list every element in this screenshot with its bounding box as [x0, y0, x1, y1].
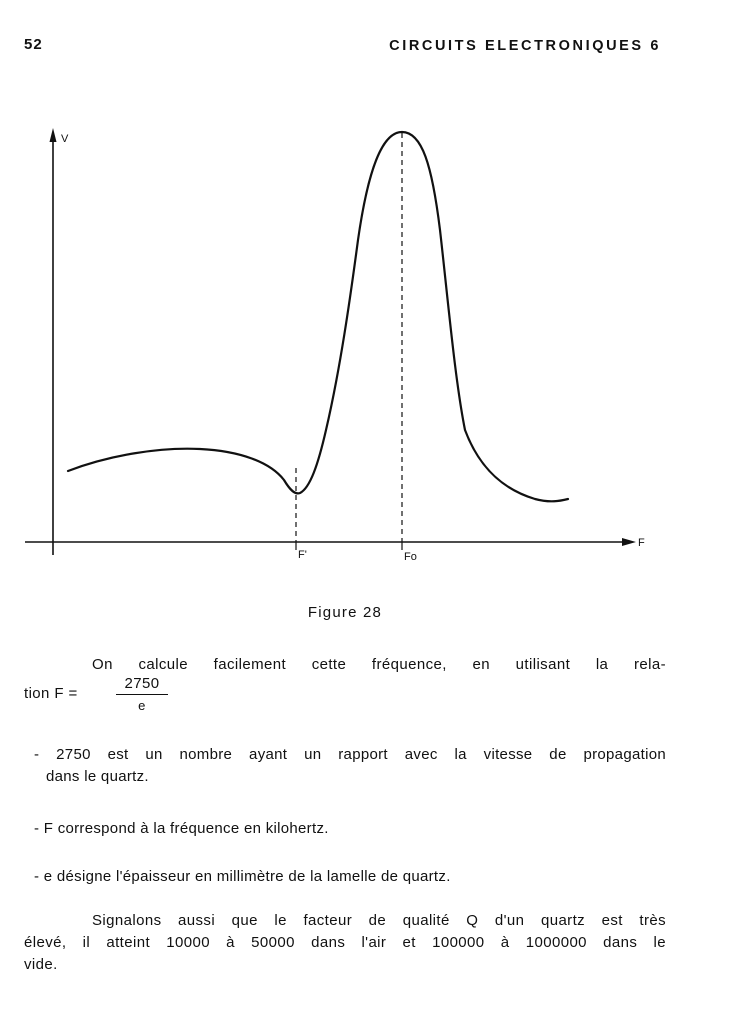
y-axis-label: V: [61, 133, 69, 145]
bullet-1-line-1: - 2750 est un nombre ayant un rapport avec la vitesse de propagation: [34, 746, 666, 763]
bullet-1-line-2: dans le quartz.: [46, 768, 149, 785]
running-title: CIRCUITS ELECTRONIQUES 6: [389, 38, 661, 54]
figure-caption: Figure 28: [307, 604, 383, 621]
formula-line: [24, 675, 324, 715]
formula-denominator: e: [138, 698, 146, 713]
marker-label-f-prime: F': [298, 549, 307, 561]
formula-fraction: [116, 675, 168, 714]
x-axis-label: F: [638, 537, 645, 549]
x-axis-arrow-icon: [622, 538, 636, 546]
marker-label-fo: Fo: [404, 551, 417, 563]
paragraph-2-line-2: élevé, il atteint 10000 à 50000 dans l'air et 100000 à 1000000 dans le: [24, 934, 666, 951]
bullet-3: - e désigne l'épaisseur en millimètre de la lamelle de quartz.: [34, 868, 451, 885]
y-axis-arrow-icon: [50, 128, 57, 142]
paragraph-2-line-1: Signalons aussi que le facteur de qualité Q d'un quartz est très: [92, 912, 666, 929]
response-curve: [68, 132, 568, 501]
page-number: 52: [24, 36, 43, 53]
formula-prefix: tion F =: [24, 685, 78, 702]
paragraph-2-line-3: vide.: [24, 956, 58, 973]
paragraph-1-line-1: On calcule facilement cette fréquence, en utilisant la rela-: [92, 656, 666, 673]
bullet-2: - F correspond à la fréquence en kilohertz.: [34, 820, 329, 837]
formula-numerator: 2750: [116, 675, 168, 695]
